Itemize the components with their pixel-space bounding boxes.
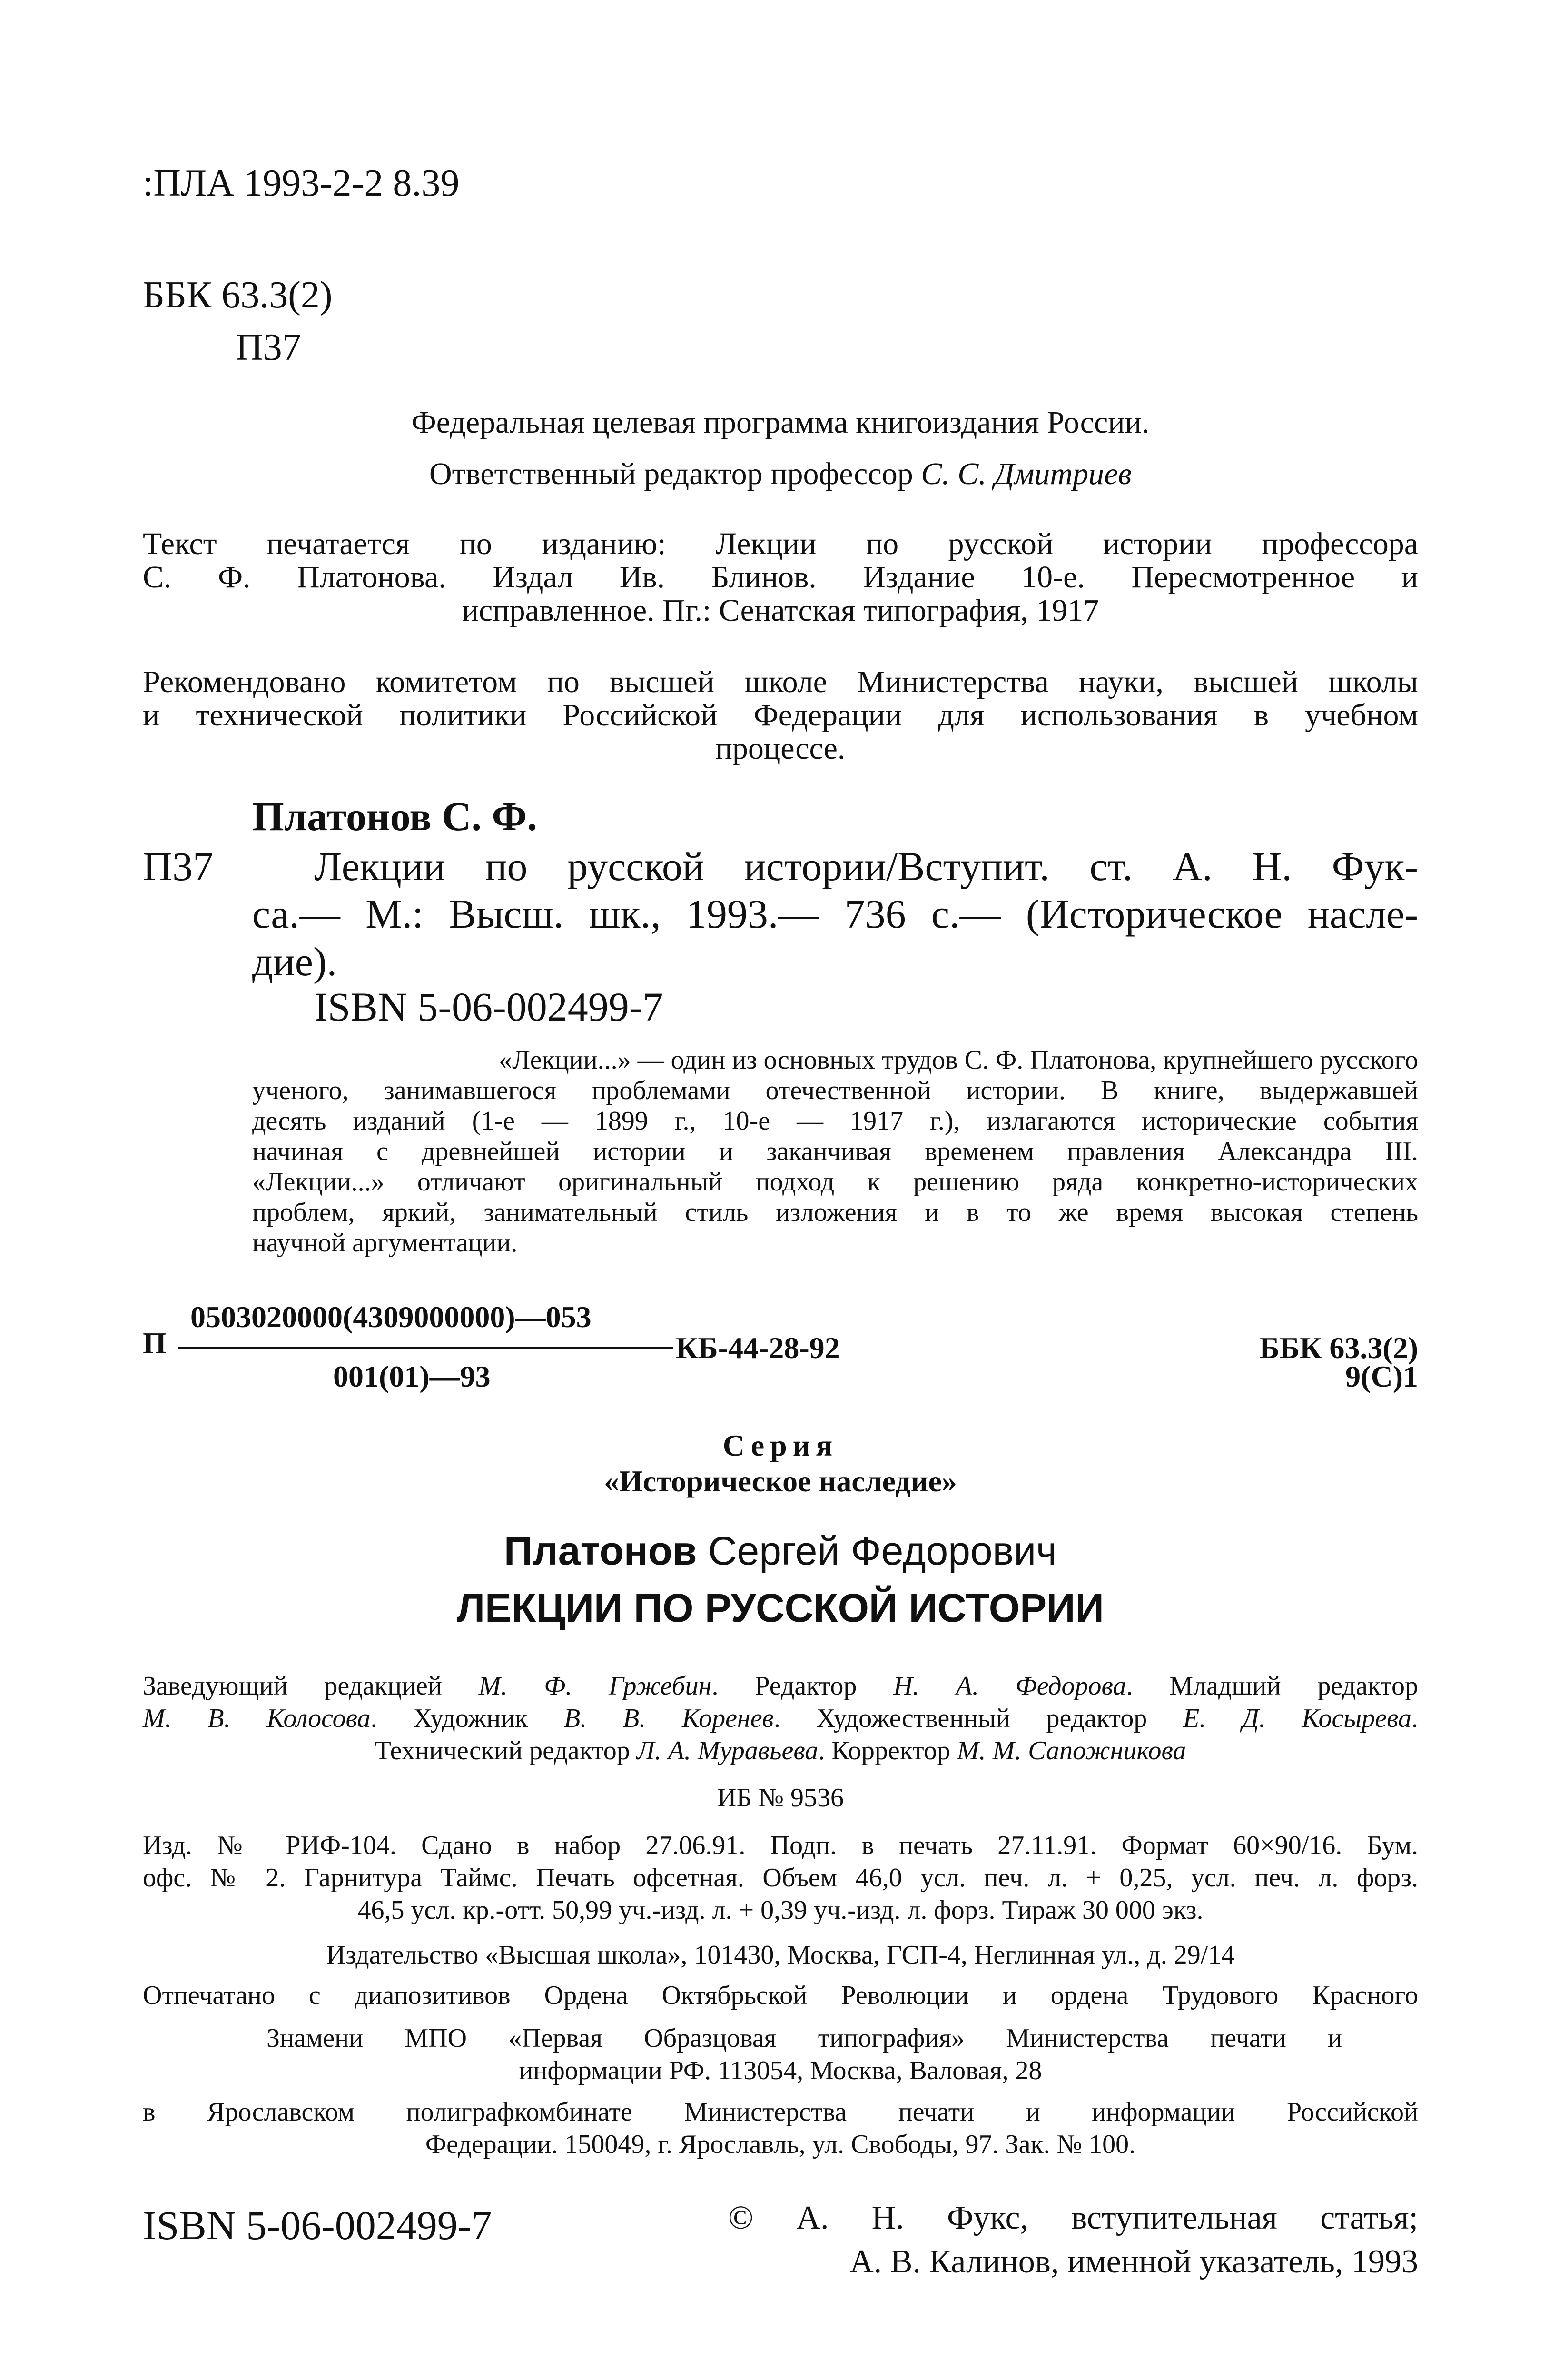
staff-text: Заведующий редакцией [143, 1671, 479, 1701]
recommended-line-3: процессе. [715, 731, 846, 766]
staff-name: М. М. Сапожникова [957, 1736, 1186, 1765]
staff-name: М. В. Колосова [143, 1704, 371, 1733]
formula-kb: КБ-44-28-92 [676, 1331, 840, 1365]
bbk-label: ББК 63.3(2) [143, 274, 333, 316]
formula-fraction-bar [178, 1347, 673, 1349]
publisher-line: Издательство «Высшая школа», 101430, Москва, ГСП-4, Неглинная ул., д. 29/14 [326, 1940, 1235, 1970]
printed-line-3: информации РФ. 113054, Москва, Валовая, 28 [519, 2056, 1042, 2085]
annotation-line-2: ученого, занимавшегося проблемами отечественной истории. В книге, выдержавшей [252, 1076, 1418, 1105]
staff-name: В. В. Коренев [564, 1704, 774, 1733]
program-line: Федеральная целевая программа книгоиздания России. [411, 405, 1150, 440]
bottom-isbn: ISBN 5-06-002499-7 [143, 2202, 492, 2248]
catalog-line-1: Лекции по русской истории/Вступит. ст. А. Н. Фук- [314, 843, 1418, 889]
staff-text: . Младший редактор [1126, 1671, 1419, 1701]
catalog-author: Платонов С. Ф. [252, 793, 537, 839]
series-word: Серия [722, 1428, 839, 1462]
recommended-line-2: и технической политики Российской Федерации для использования в учебном [143, 698, 1418, 733]
print-info-line-1: Изд. № РИФ-104. Сдано в набор 27.06.91. Подп. в печать 27.11.91. Формат 60×90/16. Бум. [143, 1831, 1418, 1860]
formula-letter: П [143, 1326, 167, 1360]
print-info-line-3: 46,5 усл. кр.-отт. 50,99 уч.-изд. л. + 0,39 уч.-изд. л. форз. Тираж 30 000 экз. [357, 1895, 1204, 1925]
top-code: :ПЛА 1993-2-2 8.39 [143, 162, 460, 204]
printed-line-1: Отпечатано с диапозитивов Ордена Октябрьской Революции и ордена Трудового Красного [143, 1981, 1418, 2010]
book-title: ЛЕКЦИИ ПО РУССКОЙ ИСТОРИИ [457, 1586, 1104, 1630]
annotation-line-3: десять изданий (1-е — 1899 г., 10-е — 1917 г.), излагаются исторические события [252, 1106, 1418, 1136]
editor-name: С. С. Дмитриев [921, 456, 1132, 491]
copyright-line-1: © А. Н. Фукс, вступительная статья; [728, 2200, 1418, 2236]
recommended-line-1: Рекомендовано комитетом по высшей школе Министерства науки, высшей школы [143, 664, 1418, 699]
source-line-3: исправленное. Пг.: Сенатская типография, 1917 [462, 593, 1099, 628]
formula-numerator: 0503020000(4309000000)—053 [190, 1300, 592, 1334]
catalog-isbn: ISBN 5-06-002499-7 [314, 984, 663, 1030]
series-name: «Историческое наследие» [604, 1464, 957, 1498]
catalog-line-3: дие). [252, 939, 337, 984]
formula-bbk-label: ББК 63.3(2) [1259, 1331, 1418, 1365]
staff-name: Н. А. Федорова [893, 1671, 1126, 1701]
source-line-1: Текст печатается по изданию: Лекции по русской истории профессора [143, 526, 1418, 561]
editor-prefix: Ответственный редактор профессор [429, 456, 921, 491]
staff-text: . Корректор [818, 1736, 957, 1765]
staff-name: М. Ф. Гржебин [478, 1671, 712, 1701]
formula-denominator: 001(01)—93 [333, 1359, 491, 1393]
ib-number: ИБ № 9536 [717, 1783, 844, 1813]
printed-line-2: Знамени МПО «Первая Образцовая типография» Министерства печати и [266, 2023, 1342, 2053]
annotation-line-5: «Лекции...» отличают оригинальный подход к решению ряда конкретно-исторических [252, 1167, 1418, 1197]
staff-text: . [1411, 1704, 1419, 1733]
author-given: Сергей Федорович [697, 1528, 1057, 1573]
author-full [143, 1528, 1418, 1574]
author-surname: Платонов [504, 1528, 697, 1573]
formula-bbk-sub: 9(С)1 [1345, 1359, 1418, 1393]
catalog-code: П37 [143, 843, 214, 889]
printed2-line-1: в Ярославском полиграфкомбинате Министерства печати и информации Российской [143, 2097, 1418, 2127]
editor-line [143, 456, 1418, 492]
copyright-line-2: А. В. Калинов, именной указатель, 1993 [849, 2243, 1418, 2280]
staff-text: Технический редактор [375, 1736, 637, 1765]
annotation-line-7: научной аргументации. [252, 1228, 518, 1258]
staff-line-2 [143, 1703, 1418, 1734]
staff-name: Л. А. Муравьева [636, 1736, 819, 1765]
annotation-line-1: «Лекции...» — один из основных трудов С. Ф. Платонова, крупнейшего русского [499, 1045, 1418, 1075]
catalog-line-2: са.— М.: Высш. шк., 1993.— 736 с.— (Историческое насле- [252, 891, 1418, 937]
staff-line-1 [143, 1671, 1418, 1701]
staff-line-3 [143, 1735, 1418, 1766]
print-info-line-2: офс. № 2. Гарнитура Таймс. Печать офсетная. Объем 46,0 усл. печ. л. + 0,25, усл. печ. л. форз. [143, 1863, 1418, 1893]
staff-text: . Редактор [711, 1671, 894, 1701]
staff-text: . Художник [370, 1704, 564, 1733]
annotation-line-6: проблем, яркий, занимательный стиль изложения и в то же время высокая степень [252, 1198, 1418, 1227]
printed2-line-2: Федерации. 150049, г. Ярославль, ул. Свободы, 97. Зак. № 100. [425, 2130, 1136, 2159]
staff-text: . Художественный редактор [773, 1704, 1183, 1733]
annotation-line-4: начиная с древнейшей истории и заканчивая временем правления Александра III. [252, 1137, 1418, 1166]
staff-name: Е. Д. Косырева [1183, 1704, 1412, 1733]
source-line-2: С. Ф. Платонова. Издал Ив. Блинов. Издание 10-е. Пересмотренное и [143, 560, 1418, 595]
bbk-code: П37 [236, 327, 301, 368]
